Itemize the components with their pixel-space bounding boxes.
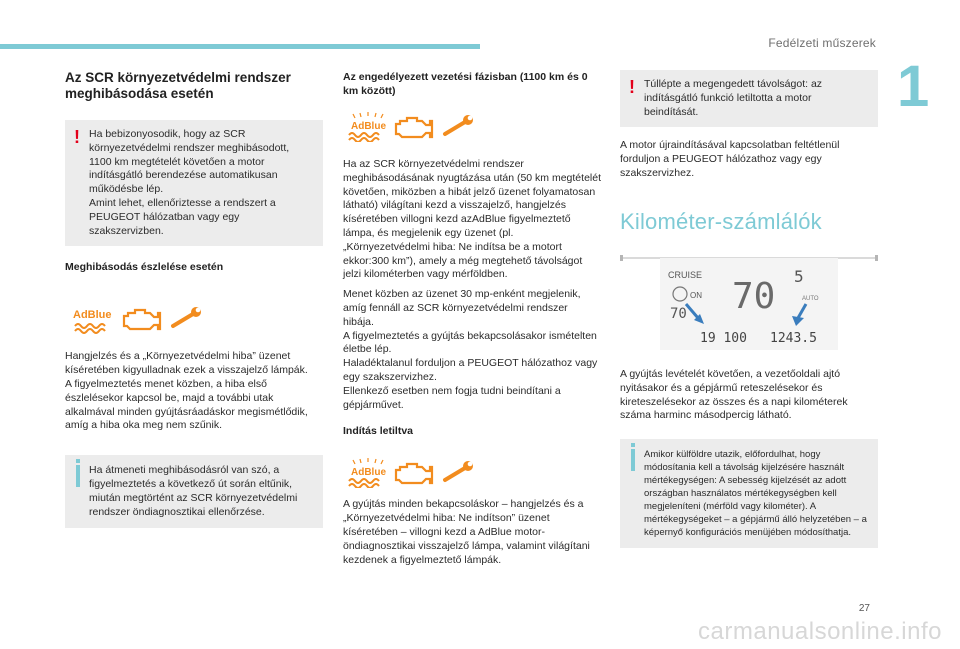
paragraph-allowed-4: Haladéktalanul forduljon a PEUGEOT hálózathoz vagy egy szakszervizhez. bbox=[343, 357, 598, 383]
adblue-icon-label: AdBlue bbox=[351, 467, 386, 479]
info-icon bbox=[76, 465, 80, 487]
warning-icon: ! bbox=[629, 77, 635, 97]
paragraph-start-blocked: A gyújtás minden bekapcsoláskor – hangjelzés és a „Környezetvédelmi hiba: Ne indítson” üzenet kíséretében – villogni kezd a AdBlue motor-öndiagnosztikai visszajelző lámpa, valamint világítani kezdenek a figyelmeztető lámpák. bbox=[343, 498, 590, 566]
paragraph-allowed-5: Ellenkező esetben nem fogja tudni beindítani a gépjárművet. bbox=[343, 384, 561, 411]
paragraph-allowed-2: Menet közben az üzenet 30 mp-enként megjelenik, amíg fennáll az SCR környezetvédelmi rendszer hibája. bbox=[343, 288, 581, 328]
wrench-icon bbox=[441, 112, 477, 142]
warning-box bbox=[65, 120, 323, 246]
section-title-odometers: Kilométer-számlálók bbox=[620, 208, 822, 234]
engine-icon bbox=[121, 304, 163, 334]
total-odometer: 1243.5 bbox=[770, 331, 817, 346]
paragraph-allowed-1: Ha az SCR környezetvédelmi rendszer meghibásodásának nyugtázása után (50 km megtételét követően, miközben a hibát jelző üzenet folyamatosan látható) világítani kezd a visszajelző, hangjelzés kíséretében villogni kezd azAdBlue figyelmeztető lámpa, és megjelenik egy üzenet (pl. „Környezetvédelmi hiba: Ne indítsa be a motort ekkor:300 km”), amely a még megtehető távolságot jelzi kilométerben vagy mérföldben. bbox=[343, 158, 601, 281]
subheading-allowed-phase: Az engedélyezett vezetési fázisban (1100 km és 0 km között) bbox=[343, 71, 588, 97]
on-label: ON bbox=[690, 291, 702, 300]
info-text: Ha átmeneti meghibásodásról van szó, a figyelmeztetés a következő út során eltűnik, miután megtörtént az SCR környezetvédelmi rendszer öndiagnosztikai ellenőrzése. bbox=[89, 464, 298, 518]
adblue-flashing-icon bbox=[343, 112, 395, 142]
section-header-title: Fedélzeti műszerek bbox=[768, 36, 876, 50]
page-number: 27 bbox=[858, 603, 870, 614]
set-speed: 70 bbox=[670, 306, 687, 322]
info-box bbox=[65, 455, 323, 528]
warning-lamps-row-3 bbox=[343, 458, 601, 490]
paragraph-restart: A motor újraindításával kapcsolatban feltétlenül forduljon a PEUGEOT hálózathoz vagy egy szakszervizhez. bbox=[620, 139, 840, 179]
instrument-cluster-illustration bbox=[620, 252, 878, 350]
section-title-scr-failure: Az SCR környezetvédelmi rendszer meghibásodása esetén bbox=[65, 70, 291, 101]
warning-text: Ha bebizonyosodik, hogy az SCR környezetvédelmi rendszer meghibásodott, 1100 km megtételét követően a motor indításgátló berendezése automatikusan működésbe lép. bbox=[89, 128, 290, 196]
column-2 bbox=[343, 70, 601, 567]
trip-odometer: 19 100 bbox=[700, 331, 747, 346]
column-3 bbox=[620, 70, 878, 235]
info-units-text: Amikor külföldre utazik, előfordulhat, hogy módosítania kell a távolság kijelzésére használt mértékegységen: A sebesség kijelzését az adott országban használatos mértékegységben kell megjeleníteni (mérföld vagy kilométer). A mértékegységeket – a gépjármű álló helyzetében – a képernyő konfigurációs menüjében módosíthatja. bbox=[644, 449, 867, 539]
paragraph-allowed-3: A figyelmeztetés a gyújtás bekapcsolásakor ismételten életbe lép. bbox=[343, 329, 597, 356]
engine-flashing-icon bbox=[393, 458, 435, 488]
wrench-icon bbox=[169, 304, 205, 334]
adblue-flashing-icon bbox=[343, 458, 395, 488]
main-speed: 70 bbox=[732, 276, 776, 317]
column-3-lower bbox=[620, 368, 878, 548]
info-icon bbox=[631, 449, 635, 471]
adblue-icon bbox=[71, 304, 123, 334]
adblue-icon-label: AdBlue bbox=[73, 309, 112, 322]
column-1 bbox=[65, 70, 323, 528]
warning-lamps-row-2 bbox=[343, 112, 601, 144]
auto-label: AUTO bbox=[802, 296, 819, 302]
warning-box-distance bbox=[620, 70, 878, 127]
adblue-icon-label: AdBlue bbox=[351, 121, 386, 132]
temperature: 5 bbox=[794, 267, 804, 286]
watermark: carmanualsonline.info bbox=[698, 618, 942, 645]
chapter-number: 1 bbox=[897, 54, 930, 119]
cruise-label: CRUISE bbox=[668, 270, 703, 280]
paragraph-odometer-display: A gyújtás levételét követően, a vezetőoldali ajtó nyitásakor és a gépjármű reteszelésekor és kireteszelésekor az összes és a napi kilométerek száma harminc másodpercig látható. bbox=[620, 368, 848, 422]
info-box-units bbox=[620, 439, 878, 548]
subheading-detection: Meghibásodás észlelése esetén bbox=[65, 261, 224, 274]
warning-distance-text: Túllépte a megengedett távolságot: az indításgátló funkció letiltotta a motor beindítását. bbox=[644, 78, 823, 118]
header-accent-bar bbox=[0, 44, 480, 49]
warning-lamps-row bbox=[65, 304, 323, 336]
warning-icon: ! bbox=[74, 127, 80, 147]
wrench-icon bbox=[441, 458, 477, 488]
paragraph-detection-1: Hangjelzés és a „Környezetvédelmi hiba” üzenet kíséretében kigyulladnak ezek a visszajelző lámpák. bbox=[65, 350, 308, 377]
paragraph-detection-2: A figyelmeztetés menet közben, a hiba első észlelésekor kapcsol be, majd a további utak alkalmával minden gyújtásráadáskor megismétlődik, amíg a hiba oka meg nem szűnik. bbox=[65, 377, 308, 432]
warning-text-2: Amint lehet, ellenőriztesse a rendszert a PEUGEOT hálózatban vagy egy szakszervizben. bbox=[89, 196, 276, 237]
engine-icon bbox=[393, 112, 435, 142]
subheading-start-blocked: Indítás letiltva bbox=[343, 425, 414, 438]
